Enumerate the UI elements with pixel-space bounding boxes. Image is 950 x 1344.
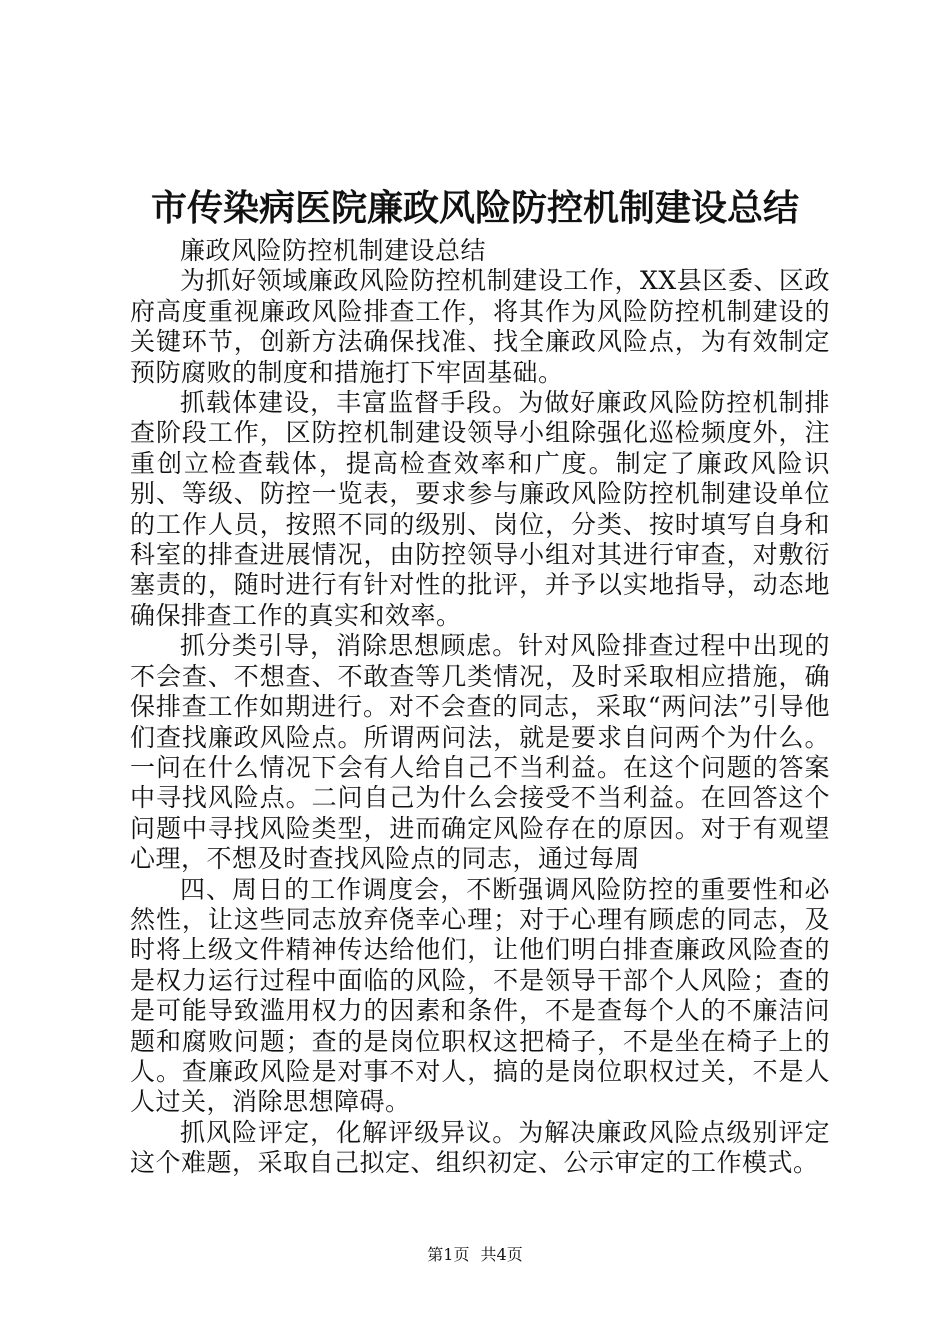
- body-paragraph: 为抓好领域廉政风险防控机制建设工作，XX县区委、区政府高度重视廉政风险排查工作，将其作为风险防控机制建设的关键环节，创新方法确保找准、找全廉政风险点，为有效制定预防腐败的制度和措施打下牢固基础。: [130, 266, 830, 387]
- document-body: [130, 236, 830, 1179]
- page-number: 第1页: [427, 1245, 470, 1264]
- page-total: 共4页: [480, 1245, 523, 1264]
- subtitle-paragraph: 廉政风险防控机制建设总结: [180, 236, 487, 265]
- page-footer: [0, 1244, 950, 1266]
- body-paragraph: 抓分类引导，消除思想顾虑。针对风险排查过程中出现的不会查、不想查、不敢查等几类情况，及时采取相应措施，确保排查工作如期进行。对不会查的同志，采取“两问法”引导他们查找廉政风险点。所谓两问法，就是要求自问两个为什么。一问在什么情况下会有人给自己不当利益。在这个问题的答案中寻找风险点。二问自己为什么会接受不当利益。在回答这个问题中寻找风险类型，进而确定风险存在的原因。对于有观望心理，不想及时查找风险点的同志，通过每周: [130, 631, 830, 874]
- body-paragraph: 抓风险评定，化解评级异议。为解决廉政风险点级别评定这个难题，采取自己拟定、组织初定、公示审定的工作模式。: [130, 1117, 830, 1178]
- document-title: 市传染病医院廉政风险防控机制建设总结: [150, 187, 799, 229]
- body-paragraph: 四、周日的工作调度会，不断强调风险防控的重要性和必然性，让这些同志放弃侥幸心理；对于心理有顾虑的同志，及时将上级文件精神传达给他们，让他们明白排查廉政风险查的是权力运行过程中面临的风险，不是领导干部个人风险；查的是可能导致滥用权力的因素和条件，不是查每个人的不廉洁问题和腐败问题；查的是岗位职权这把椅子，不是坐在椅子上的人。查廉政风险是对事不对人，搞的是岗位职权过关，不是人人过关，消除思想障碍。: [130, 874, 830, 1117]
- body-paragraph: 抓载体建设，丰富监督手段。为做好廉政风险防控机制排查阶段工作，区防控机制建设领导小组除强化巡检频度外，注重创立检查载体，提高检查效率和广度。制定了廉政风险识别、等级、防控一览表，要求参与廉政风险防控机制建设单位的工作人员，按照不同的级别、岗位，分类、按时填写自身和科室的排查进展情况，由防控领导小组对其进行审查，对敷衍塞责的，随时进行有针对性的批评，并予以实地指导，动态地确保排查工作的真实和效率。: [130, 388, 830, 630]
